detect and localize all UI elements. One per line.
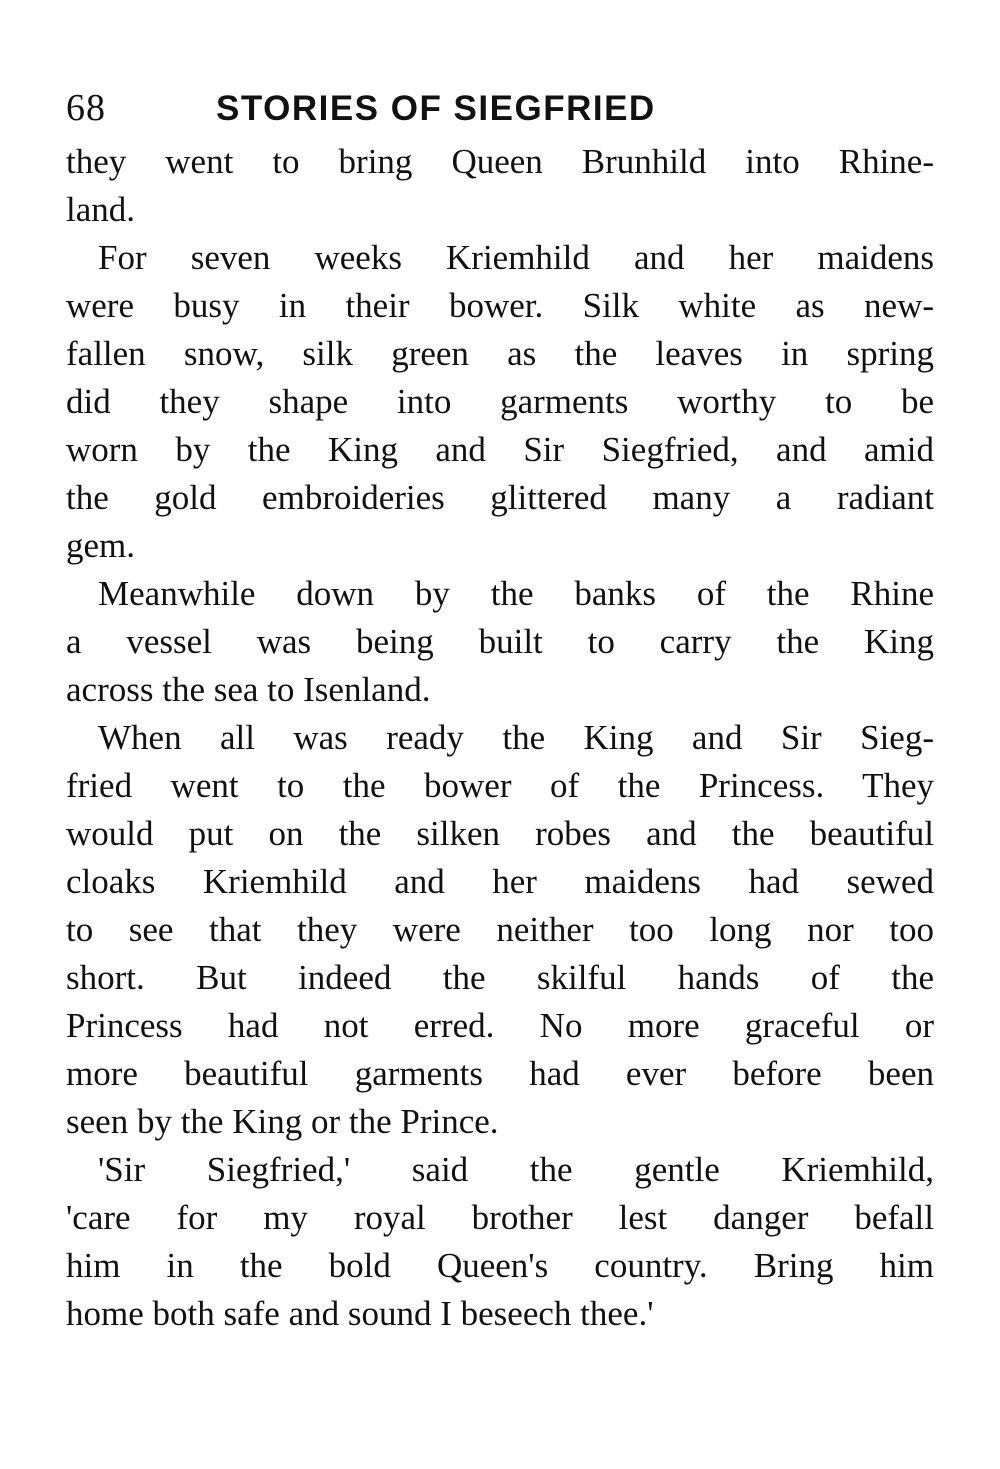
text-line: were busy in their bower. Silk white as new- (66, 286, 934, 325)
text-line: home both safe and sound I beseech thee.' (66, 1294, 654, 1333)
text-line: would put on the silken robes and the beautiful (66, 814, 934, 853)
text-line: Meanwhile down by the banks of the Rhine (98, 574, 934, 613)
text-line: When all was ready the King and Sir Sieg- (98, 718, 934, 757)
text-line: cloaks Kriemhild and her maidens had sewed (66, 862, 934, 901)
text-line: him in the bold Queen's country. Bring him (66, 1246, 934, 1285)
book-page (66, 78, 934, 1338)
text-line: they went to bring Queen Brunhild into Rhine- (66, 142, 934, 181)
text-line: worn by the King and Sir Siegfried, and amid (66, 430, 934, 469)
page-number: 68 (66, 87, 106, 129)
text-line: fried went to the bower of the Princess. They (66, 766, 934, 805)
text-line: seen by the King or the Prince. (66, 1102, 499, 1141)
text-line: the gold embroideries glittered many a radiant (66, 478, 934, 517)
text-line: to see that they were neither too long nor too (66, 910, 934, 949)
text-line: more beautiful garments had ever before been (66, 1054, 934, 1093)
text-line: did they shape into garments worthy to be (66, 382, 934, 421)
text-line: gem. (66, 526, 136, 565)
text-line: land. (66, 190, 136, 229)
text-line: fallen snow, silk green as the leaves in spring (66, 334, 934, 373)
text-line: 'care for my royal brother lest danger befall (66, 1198, 934, 1237)
running-title: STORIES OF SIEGFRIED (216, 89, 656, 128)
text-line: 'Sir Siegfried,' said the gentle Kriemhild, (98, 1150, 934, 1189)
text-line: short. But indeed the skilful hands of the (66, 958, 934, 997)
text-line: a vessel was being built to carry the King (66, 622, 934, 661)
body-text (66, 138, 934, 1338)
text-line: Princess had not erred. No more graceful or (66, 1006, 934, 1045)
text-line: across the sea to Isenland. (66, 670, 431, 709)
text-line: For seven weeks Kriemhild and her maidens (98, 238, 934, 277)
running-head (66, 78, 934, 138)
